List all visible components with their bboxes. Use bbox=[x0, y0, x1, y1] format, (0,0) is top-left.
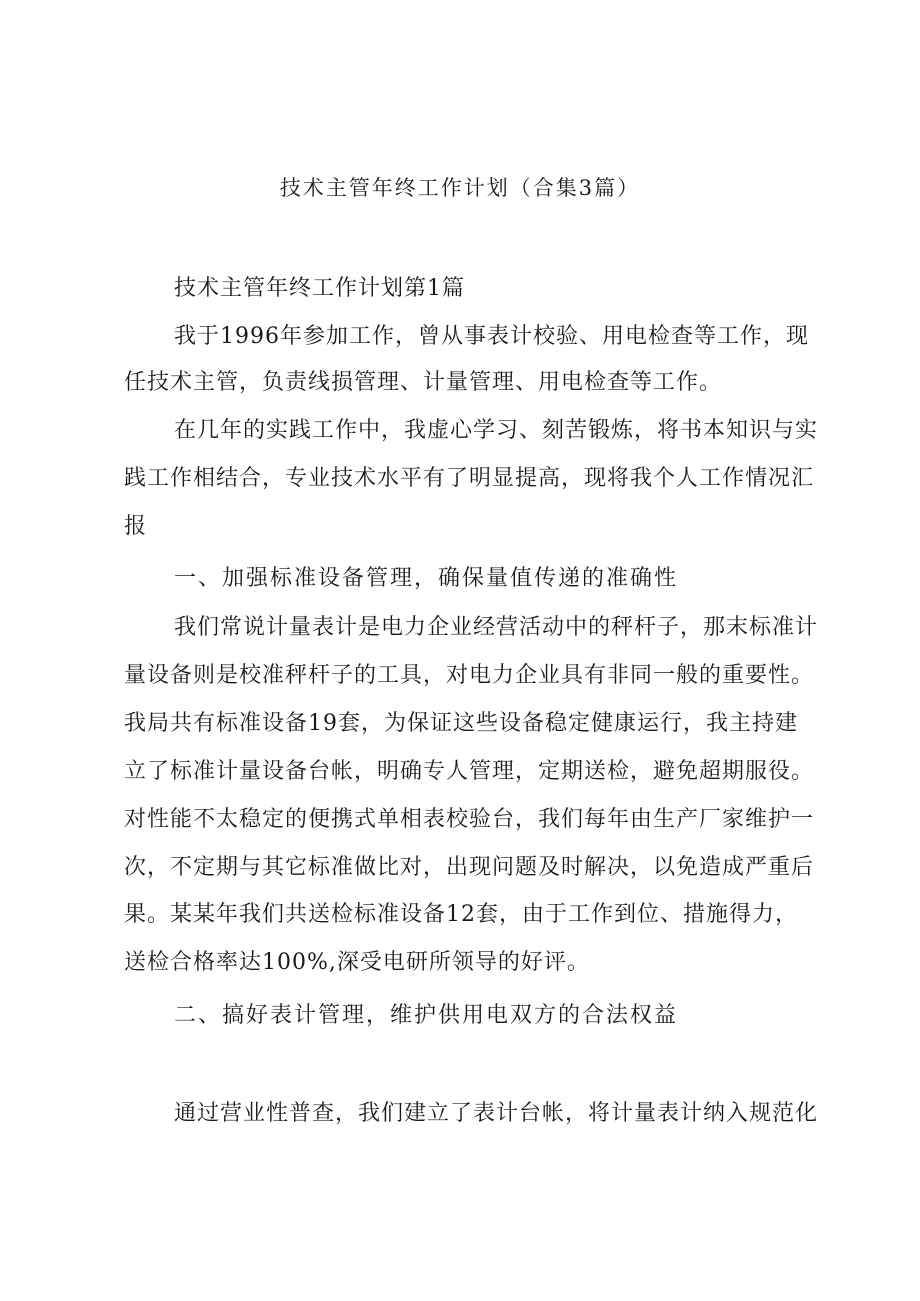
paragraph-line: 报 bbox=[124, 514, 148, 539]
paragraph-line: 践工作相结合，专业技术水平有了明显提高，现将我个人工作情况汇 bbox=[124, 466, 815, 491]
paragraph-line: 量设备则是校准秤杆子的工具，对电力企业具有非同一般的重要性。 bbox=[124, 663, 815, 688]
paragraph-line: 我于1996年参加工作，曾从事表计校验、用电检查等工作，现 bbox=[174, 324, 809, 349]
section-heading: 技术主管年终工作计划第1篇 bbox=[174, 276, 465, 301]
paragraph-line: 对性能不太稳定的便携式单相表校验台，我们每年由生产厂家维护一 bbox=[124, 807, 815, 832]
paragraph-line: 任技术主管，负责线损管理、计量管理、用电检查等工作。 bbox=[124, 370, 723, 395]
document-title: 技术主管年终工作计划（合集3篇） bbox=[279, 176, 641, 200]
subheading: 二、搞好表计管理，维护供用电双方的合法权益 bbox=[174, 1003, 679, 1028]
subheading: 一、加强标准设备管理，确保量值传递的准确性 bbox=[174, 566, 679, 591]
paragraph-line: 果。某某年我们共送检标准设备12套，由于工作到位、措施得力， bbox=[124, 902, 798, 927]
paragraph-line: 我们常说计量表计是电力企业经营活动中的秤杆子，那末标准计 bbox=[174, 615, 819, 640]
paragraph-line: 立了标准计量设备台帐，明确专人管理，定期送检，避免超期服役。 bbox=[124, 759, 815, 784]
paragraph-line: 次，不定期与其它标准做比对，出现问题及时解决，以免造成严重后 bbox=[124, 855, 815, 880]
paragraph-line: 通过营业性普查，我们建立了表计台帐，将计量表计纳入规范化 bbox=[174, 1101, 819, 1126]
paragraph-line: 在几年的实践工作中，我虚心学习、刻苦锻炼，将书本知识与实 bbox=[174, 418, 819, 443]
paragraph-line: 我局共有标准设备19套，为保证这些设备稳定健康运行，我主持建 bbox=[124, 711, 798, 736]
paragraph-line: 送检合格率达100%,深受电研所领导的好评。 bbox=[124, 950, 590, 975]
